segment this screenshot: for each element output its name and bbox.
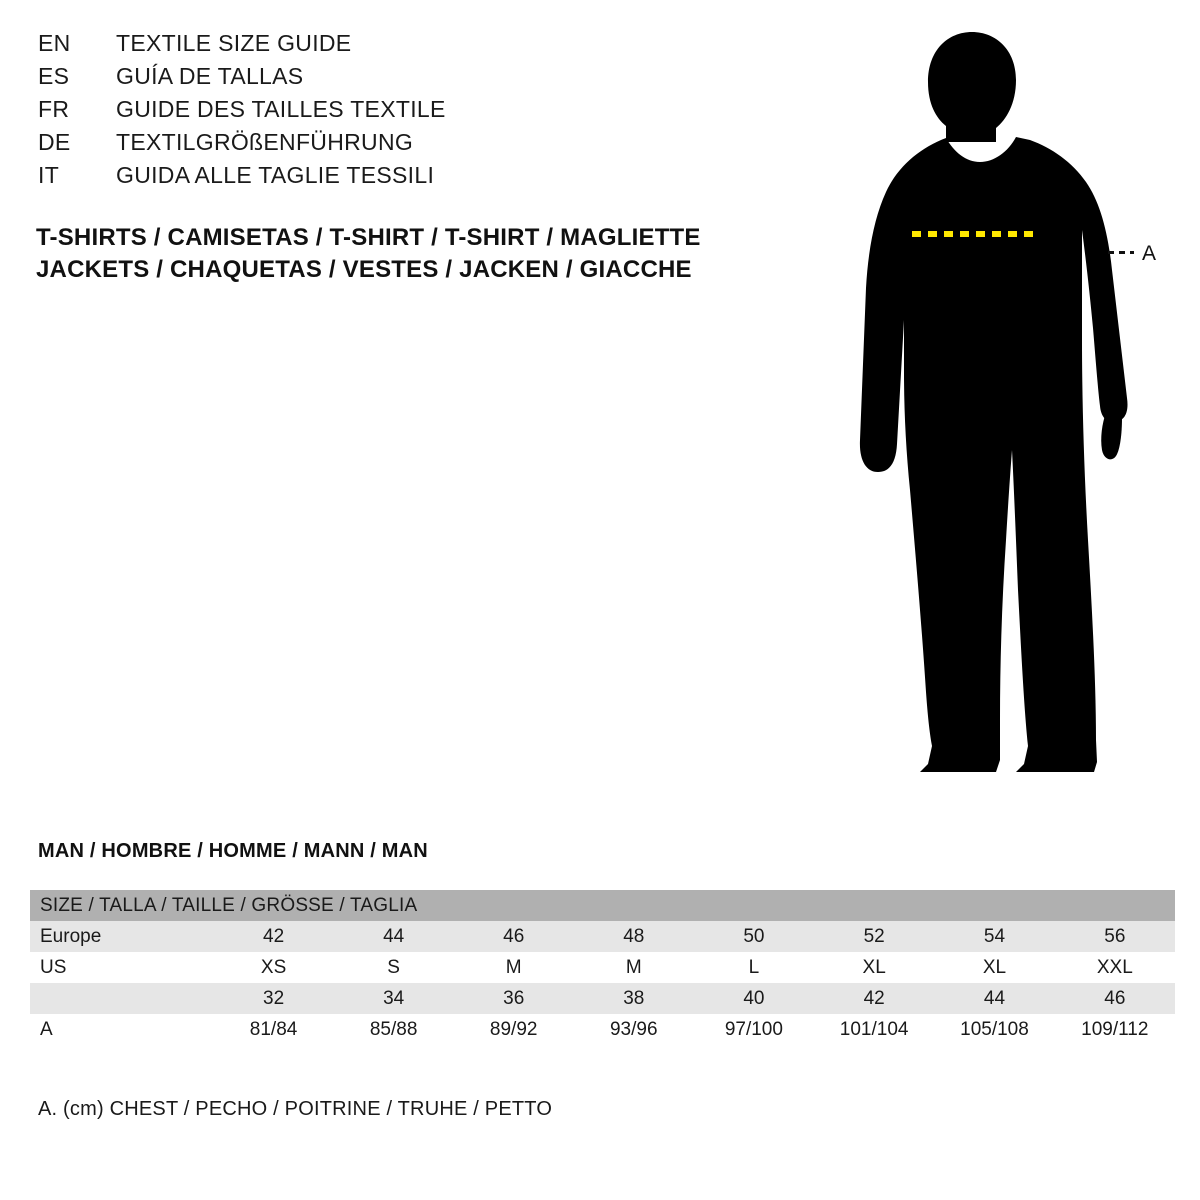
category-line-tshirts: T-SHIRTS / CAMISETAS / T-SHIRT / T-SHIRT / MAGLIETTE bbox=[36, 224, 701, 251]
language-title: GUIDA ALLE TAGLIE TESSILI bbox=[116, 162, 435, 188]
language-row bbox=[38, 63, 738, 96]
table-header-band-label: SIZE / TALLA / TAILLE / GRÖSSE / TAGLIA bbox=[40, 894, 418, 916]
cell: 105/108 bbox=[960, 1018, 1029, 1040]
language-row bbox=[38, 96, 738, 129]
table-row bbox=[30, 952, 1175, 983]
cell: 97/100 bbox=[724, 1018, 783, 1040]
cell: XL bbox=[982, 956, 1007, 978]
cell: 46 bbox=[1104, 987, 1126, 1009]
callout-dash-icon bbox=[1108, 251, 1134, 254]
language-row bbox=[38, 129, 738, 162]
section-label-man: MAN / HOMBRE / HOMME / MANN / MAN bbox=[38, 840, 428, 862]
language-code: EN bbox=[38, 30, 71, 56]
cell: 56 bbox=[1104, 925, 1126, 947]
cell: M bbox=[625, 956, 642, 978]
cell: 52 bbox=[863, 925, 885, 947]
cell: 46 bbox=[503, 925, 525, 947]
language-code: FR bbox=[38, 96, 70, 122]
cell: 32 bbox=[263, 987, 285, 1009]
table-header-band bbox=[30, 890, 1175, 921]
language-title: TEXTILGRÖßENFÜHRUNG bbox=[116, 129, 414, 155]
cell: 44 bbox=[383, 925, 405, 947]
cell: 89/92 bbox=[489, 1018, 538, 1040]
language-code: IT bbox=[38, 162, 60, 188]
cell: 85/88 bbox=[369, 1018, 418, 1040]
row-label-blank bbox=[30, 983, 214, 1014]
cell: 42 bbox=[863, 987, 885, 1009]
table-row bbox=[30, 921, 1175, 952]
cell: 50 bbox=[743, 925, 765, 947]
cell: 54 bbox=[983, 925, 1006, 947]
cell: 81/84 bbox=[249, 1018, 298, 1040]
language-row bbox=[38, 30, 738, 63]
cell: 109/112 bbox=[1081, 1018, 1149, 1040]
cell: L bbox=[748, 956, 760, 978]
cell: XXL bbox=[1096, 956, 1133, 978]
cell: 38 bbox=[623, 987, 645, 1009]
cell: 93/96 bbox=[609, 1018, 658, 1040]
size-table bbox=[30, 890, 1175, 1045]
cell: 101/104 bbox=[839, 1018, 909, 1040]
garment-category-block bbox=[36, 222, 796, 286]
language-title: TEXTILE SIZE GUIDE bbox=[116, 30, 352, 56]
row-label-us: US bbox=[40, 956, 67, 978]
cell: M bbox=[505, 956, 522, 978]
table-row bbox=[30, 983, 1175, 1014]
language-title: GUÍA DE TALLAS bbox=[116, 63, 304, 89]
language-row bbox=[38, 162, 738, 195]
cell: XS bbox=[260, 956, 287, 978]
language-code: ES bbox=[38, 63, 70, 89]
language-title: GUIDE DES TAILLES TEXTILE bbox=[116, 96, 446, 122]
cell: XL bbox=[862, 956, 886, 978]
callout-label: A bbox=[1142, 242, 1157, 265]
row-label-a: A bbox=[40, 1018, 53, 1040]
figure-area bbox=[820, 20, 1180, 790]
cell: 36 bbox=[503, 987, 525, 1009]
language-code: DE bbox=[38, 129, 71, 155]
cell: 42 bbox=[263, 925, 285, 947]
category-line-jackets: JACKETS / CHAQUETAS / VESTES / JACKEN / GIACCHE bbox=[36, 256, 692, 283]
cell: 34 bbox=[383, 987, 405, 1009]
row-label-europe: Europe bbox=[40, 925, 102, 947]
male-silhouette-icon bbox=[820, 20, 1180, 790]
footnote-chest: A. (cm) CHEST / PECHO / POITRINE / TRUHE / PETTO bbox=[38, 1098, 553, 1120]
cell: 40 bbox=[743, 987, 765, 1009]
chest-callout bbox=[1108, 242, 1157, 266]
table-row bbox=[30, 1014, 1175, 1045]
cell: 48 bbox=[623, 925, 645, 947]
language-header-block bbox=[38, 30, 738, 195]
cell: S bbox=[387, 956, 400, 978]
cell: 44 bbox=[983, 987, 1006, 1009]
